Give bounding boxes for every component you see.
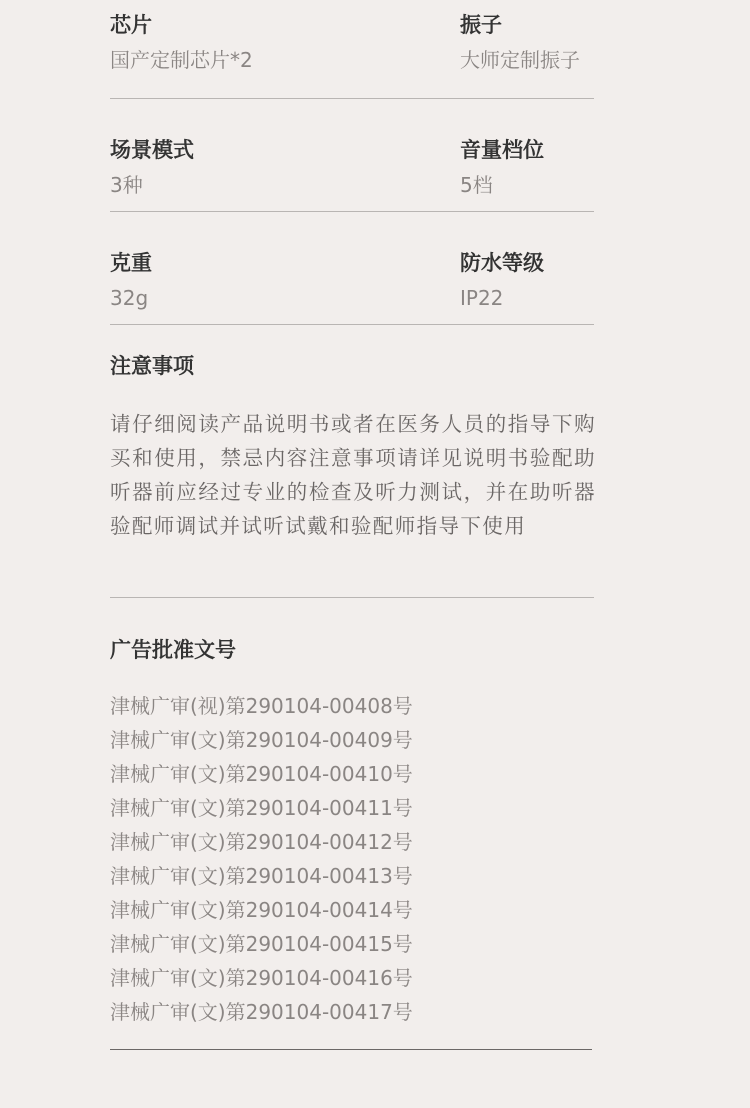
spec-chip (110, 0, 253, 73)
approval-item: 津械广审(视)第290104-00408号 (110, 694, 413, 718)
approval-item: 津械广审(文)第290104-00410号 (110, 762, 413, 786)
approval-item: 津械广审(文)第290104-00417号 (110, 1000, 413, 1024)
spec-weight (110, 238, 152, 311)
product-spec-page (110, 0, 594, 1052)
spec-label: 克重 (110, 251, 152, 275)
approval-item: 津械广审(文)第290104-00416号 (110, 966, 413, 990)
approval-item: 津械广审(文)第290104-00411号 (110, 796, 413, 820)
approval-list (110, 689, 594, 1029)
spec-vibrator (460, 0, 580, 73)
spec-value: 32g (110, 286, 149, 310)
approval-item: 津械广审(文)第290104-00412号 (110, 830, 413, 854)
approval-item: 津械广审(文)第290104-00415号 (110, 932, 413, 956)
bottom-divider (110, 1049, 592, 1050)
approval-section (110, 598, 594, 1052)
spec-row-mode-volume (110, 99, 594, 212)
approval-item: 津械广审(文)第290104-00413号 (110, 864, 413, 888)
spec-row-weight-waterproof (110, 212, 594, 325)
spec-value: 大师定制振子 (460, 48, 580, 72)
spec-label: 振子 (460, 13, 502, 37)
spec-row-chip-vibrator (110, 0, 594, 99)
notice-title: 注意事项 (110, 354, 194, 378)
spec-waterproof-rating (460, 238, 544, 311)
approval-title: 广告批准文号 (110, 638, 236, 662)
spec-label: 场景模式 (110, 138, 194, 162)
approval-item: 津械广审(文)第290104-00414号 (110, 898, 413, 922)
spec-value: 国产定制芯片*2 (110, 48, 253, 72)
notice-text: 请仔细阅读产品说明书或者在医务人员的指导下购买和使用，禁忌内容注意事项请详见说明书验配助听器前应经过专业的检查及听力测试，并在助听器验配师调试并试听试戴和验配师指导下使用 (110, 412, 596, 538)
spec-value: IP22 (460, 286, 504, 310)
spec-volume-level (460, 125, 544, 198)
spec-scene-mode (110, 125, 194, 198)
spec-value: 3种 (110, 173, 143, 197)
spec-label: 音量档位 (460, 138, 544, 162)
spec-label: 芯片 (110, 13, 152, 37)
notice-section (110, 325, 594, 598)
approval-item: 津械广审(文)第290104-00409号 (110, 728, 413, 752)
spec-value: 5档 (460, 173, 493, 197)
spec-label: 防水等级 (460, 251, 544, 275)
